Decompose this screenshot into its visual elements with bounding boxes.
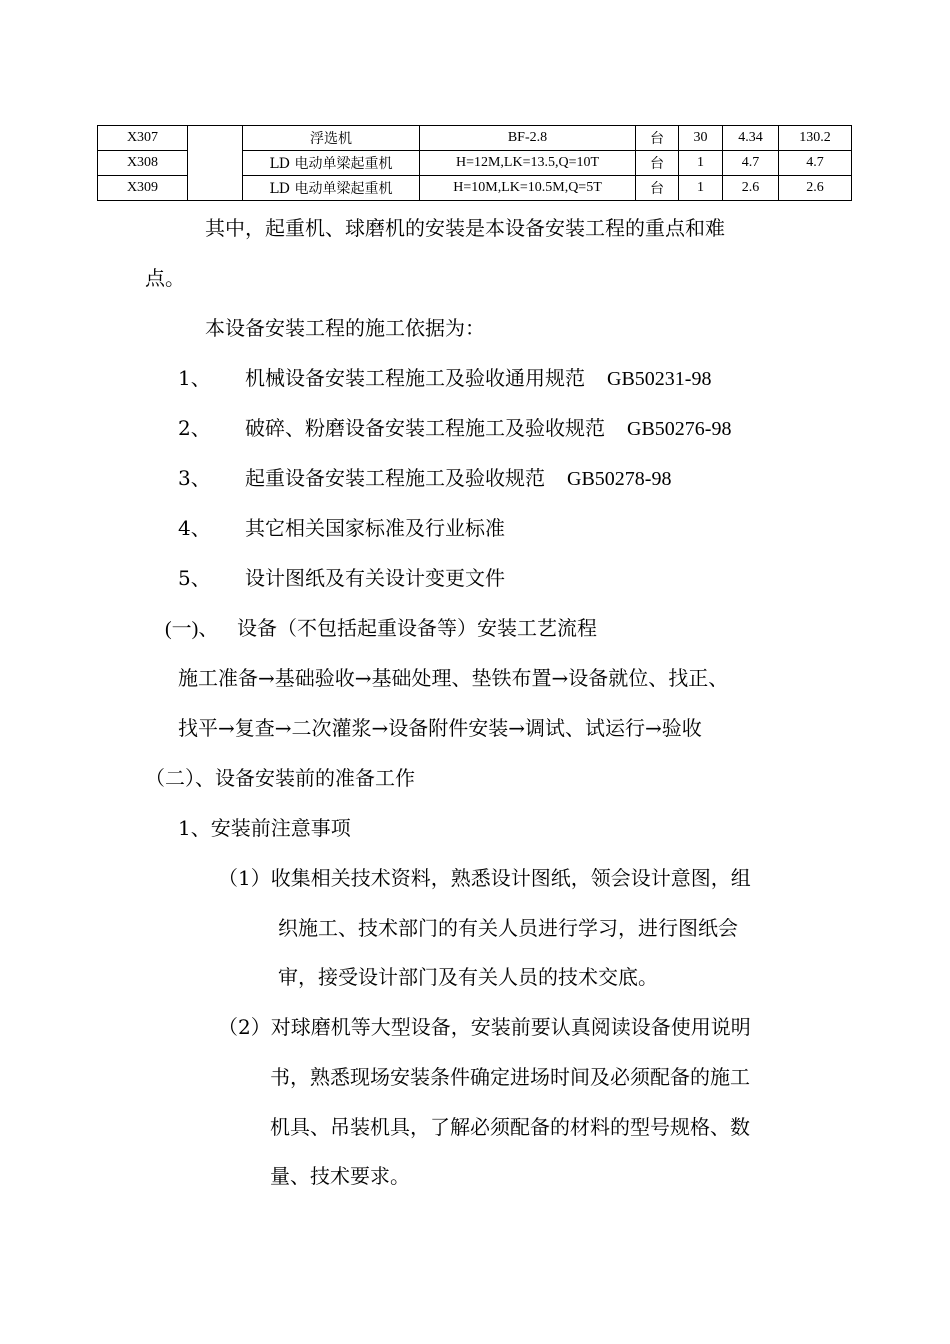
basis-item-number: 5、 <box>178 566 211 590</box>
basis-item-text: 其它相关国家标准及行业标准 <box>245 516 505 540</box>
list-item-line: 织施工、技术部门的有关人员进行学习，进行图纸会 <box>278 916 738 940</box>
equipment-total-weight: 130.2 <box>779 126 852 151</box>
basis-item-code: GB50278-98 <box>567 468 672 490</box>
equipment-spec: BF-2.8 <box>420 126 636 151</box>
equipment-unit-weight: 4.34 <box>723 126 779 151</box>
basis-item-code: GB50231-98 <box>607 368 712 390</box>
section-heading: （二）、设备安装前的准备工作 <box>145 766 415 790</box>
equipment-spec: H=12M,LK=13.5,Q=10T <box>420 151 636 176</box>
basis-item-number: 2、 <box>178 416 211 440</box>
basis-item <box>178 464 671 493</box>
basis-item <box>178 414 731 443</box>
equipment-unit: 台 <box>636 126 679 151</box>
basis-item-number: 4、 <box>178 516 211 540</box>
basis-item-code: GB50276-98 <box>627 418 732 440</box>
basis-item <box>178 364 711 393</box>
intro-paragraph-line: 点。 <box>145 266 185 290</box>
list-item-line: （2）对球磨机等大型设备，安装前要认真阅读设备使用说明 <box>218 1015 751 1039</box>
basis-item <box>178 564 505 592</box>
equipment-unit: 台 <box>636 151 679 176</box>
basis-item-text: 机械设备安装工程施工及验收通用规范 <box>245 366 585 390</box>
equipment-unit-weight: 4.7 <box>723 151 779 176</box>
list-item-line: 量、技术要求。 <box>270 1164 410 1188</box>
equipment-unit: 台 <box>636 176 679 201</box>
equipment-code: X308 <box>98 151 188 176</box>
subsection-heading: 1、安装前注意事项 <box>178 816 351 840</box>
table-row <box>98 126 852 151</box>
section-title: 设备（不包括起重设备等）安装工艺流程 <box>237 616 597 640</box>
section-heading <box>165 614 597 643</box>
equipment-qty: 1 <box>679 151 723 176</box>
list-item-line: 审，接受设计部门及有关人员的技术交底。 <box>278 965 658 989</box>
equipment-total-weight: 4.7 <box>779 151 852 176</box>
equipment-name: 浮选机 <box>243 126 420 151</box>
list-item-line: 书，熟悉现场安装条件确定进场时间及必须配备的施工 <box>270 1065 750 1089</box>
basis-item-number: 1、 <box>178 366 211 390</box>
equipment-total-weight: 2.6 <box>779 176 852 201</box>
basis-title: 本设备安装工程的施工依据为： <box>205 316 485 340</box>
basis-item-text: 设计图纸及有关设计变更文件 <box>245 566 505 590</box>
equipment-qty: 1 <box>679 176 723 201</box>
basis-item-text: 破碎、粉磨设备安装工程施工及验收规范 <box>245 416 605 440</box>
basis-item-number: 3、 <box>178 466 211 490</box>
equipment-name: LD 电动单梁起重机 <box>243 151 420 176</box>
list-item-line: 机具、吊装机具，了解必须配备的材料的型号规格、数 <box>270 1115 750 1139</box>
list-item-line: （1）收集相关技术资料，熟悉设计图纸，领会设计意图，组 <box>218 866 751 890</box>
equipment-qty: 30 <box>679 126 723 151</box>
merged-blank-cell <box>188 126 243 201</box>
process-flow-line: 施工准备→基础验收→基础处理、垫铁布置→设备就位、找正、 <box>178 666 729 690</box>
equipment-code: X307 <box>98 126 188 151</box>
equipment-unit-weight: 2.6 <box>723 176 779 201</box>
basis-item <box>178 514 505 542</box>
section-number: (一)、 <box>165 618 219 640</box>
equipment-spec: H=10M,LK=10.5M,Q=5T <box>420 176 636 201</box>
equipment-code: X309 <box>98 176 188 201</box>
basis-item-text: 起重设备安装工程施工及验收规范 <box>245 466 545 490</box>
intro-paragraph-line: 其中，起重机、球磨机的安装是本设备安装工程的重点和难 <box>205 216 725 240</box>
equipment-table <box>97 125 852 201</box>
equipment-name: LD 电动单梁起重机 <box>243 176 420 201</box>
process-flow-line: 找平→复查→二次灌浆→设备附件安装→调试、试运行→验收 <box>178 716 702 740</box>
